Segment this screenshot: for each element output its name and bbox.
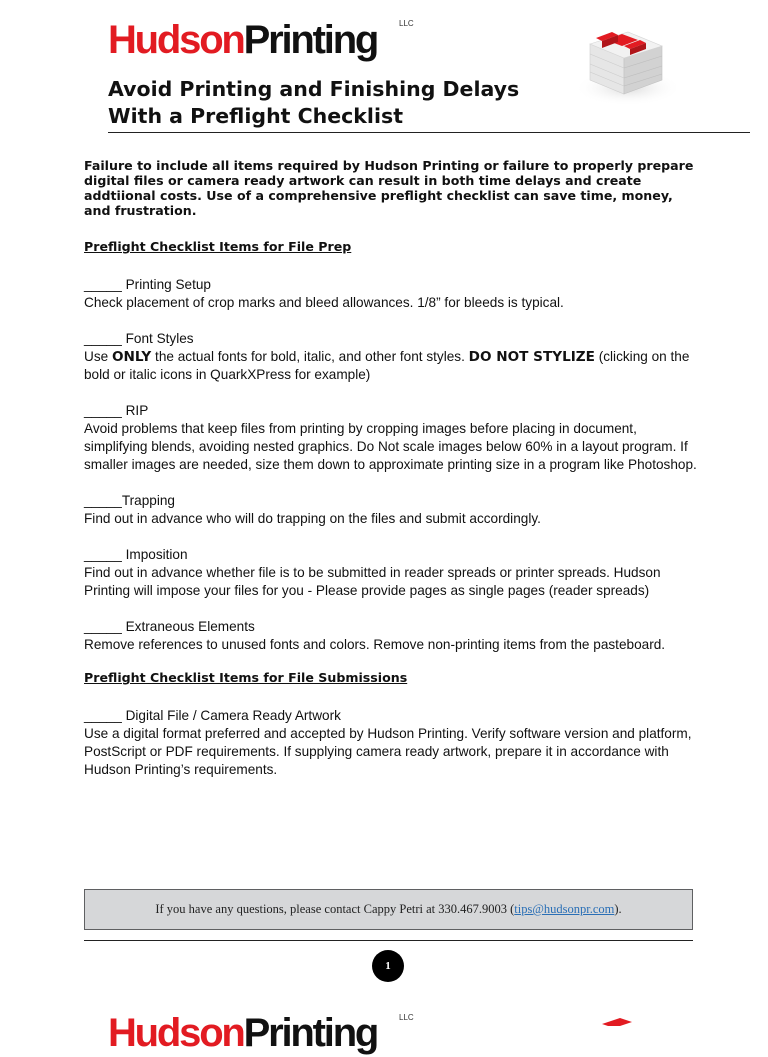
checkbox-blank[interactable]: _____ xyxy=(84,277,122,292)
hudson-h-cube-icon xyxy=(566,18,686,108)
checklist-item-digital-file xyxy=(84,707,700,779)
checklist-item-description: Use a digital format preferred and accepted by Hudson Printing. Verify software version and platform, PostScript or PDF requirements. If supplying camera ready artwork, prepare it in accordance with Hudson Printing’s requirements. xyxy=(84,726,692,777)
checklist-item-title xyxy=(84,492,700,510)
emphasis-only: ONLY xyxy=(111,349,152,365)
file-submissions-heading: Preflight Checklist Items for File Submissions xyxy=(84,670,408,685)
title-line-2: With a Preflight Checklist xyxy=(108,104,403,128)
desc-text: Use xyxy=(84,349,112,364)
contact-email-link[interactable]: tips@hudsonpr.com xyxy=(514,902,615,916)
checklist-item-extraneous-elements xyxy=(84,618,700,654)
next-page-llc-suffix: LLC xyxy=(399,1013,414,1022)
checkbox-blank[interactable]: _____ xyxy=(84,708,122,723)
title-line-1: Avoid Printing and Finishing Delays xyxy=(108,77,520,101)
checklist-item-title xyxy=(84,276,700,294)
logo-printing-text: Printing xyxy=(243,18,378,62)
checklist-item-description: Avoid problems that keep files from printing by cropping images before placing in document, simplifying blends, avoiding nested graphics. Do Not scale images below 60% in a layout program. If smaller images are needed, size them down to approximate printing size in a program like Photoshop. xyxy=(84,421,697,472)
checkbox-blank[interactable]: _____ xyxy=(84,331,122,346)
checklist-item-title xyxy=(84,707,700,725)
checkbox-blank[interactable]: _____ xyxy=(84,619,122,634)
emphasis-do-not-stylize: DO NOT STYLIZE xyxy=(468,349,595,365)
item-title-text: Extraneous Elements xyxy=(125,619,255,634)
hudson-h-cube-icon xyxy=(598,1014,638,1026)
contact-prefix: If you have any questions, please contact Cappy Petri at 330.467.9003 ( xyxy=(155,902,515,916)
logo-hudson-text: Hudson xyxy=(108,18,244,62)
intro-paragraph: Failure to include all items required by Hudson Printing or failure to properly prepare digital files or camera ready artwork can result in both time delays and create addtiional costs. Use of a comprehensive preflight checklist can save time, money, and frustration. xyxy=(84,158,694,218)
checklist-item-description: Remove references to unused fonts and colors. Remove non-printing items from the pasteboard. xyxy=(84,637,666,652)
footer-divider xyxy=(84,940,693,941)
document-body xyxy=(84,158,700,779)
checklist-item-printing-setup xyxy=(84,276,700,312)
desc-text: the actual fonts for bold, italic, and other font styles. xyxy=(151,349,469,364)
checklist-item-trapping xyxy=(84,492,700,528)
item-title-text: Font Styles xyxy=(125,331,194,346)
checkbox-blank[interactable]: _____ xyxy=(84,493,122,508)
checklist-item-font-styles xyxy=(84,330,700,384)
company-logo xyxy=(108,16,377,64)
header-divider xyxy=(108,132,750,133)
logo-printing-text: Printing xyxy=(243,1011,378,1055)
checklist-item-rip xyxy=(84,402,700,474)
checklist-item-title xyxy=(84,330,700,348)
page-title xyxy=(108,76,519,130)
checklist-item-description: Find out in advance whether file is to be submitted in reader spreads or printer spreads. Hudson Printing will impose your files for you - Please provide pages as single pages (reader spreads) xyxy=(84,565,661,598)
checklist-item-description: Check placement of crop marks and bleed allowances. 1/8” for bleeds is typical. xyxy=(84,295,564,310)
checklist-item-title xyxy=(84,402,700,420)
item-title-text: RIP xyxy=(125,403,149,418)
logo-hudson-text: Hudson xyxy=(108,1011,244,1055)
checklist-item-title xyxy=(84,546,700,564)
checklist-item-description: Find out in advance who will do trapping on the files and submit accordingly. xyxy=(84,511,541,526)
checklist-item-description xyxy=(84,348,700,384)
item-title-text: Trapping xyxy=(121,493,175,508)
contact-box xyxy=(84,889,693,930)
checklist-item-imposition xyxy=(84,546,700,600)
file-prep-heading: Preflight Checklist Items for File Prep xyxy=(84,239,352,254)
checkbox-blank[interactable]: _____ xyxy=(84,547,122,562)
logo-llc-suffix: LLC xyxy=(399,19,414,28)
contact-suffix: ). xyxy=(614,902,622,916)
checkbox-blank[interactable]: _____ xyxy=(84,403,122,418)
desc-text: (clicking on the bold or italic icons in QuarkXPress for example) xyxy=(84,349,690,382)
next-page-logo xyxy=(108,1009,377,1057)
item-title-text: Digital File / Camera Ready Artwork xyxy=(125,708,341,723)
page-number-badge: 1 xyxy=(372,950,404,982)
item-title-text: Imposition xyxy=(125,547,188,562)
checklist-item-title xyxy=(84,618,700,636)
item-title-text: Printing Setup xyxy=(125,277,211,292)
